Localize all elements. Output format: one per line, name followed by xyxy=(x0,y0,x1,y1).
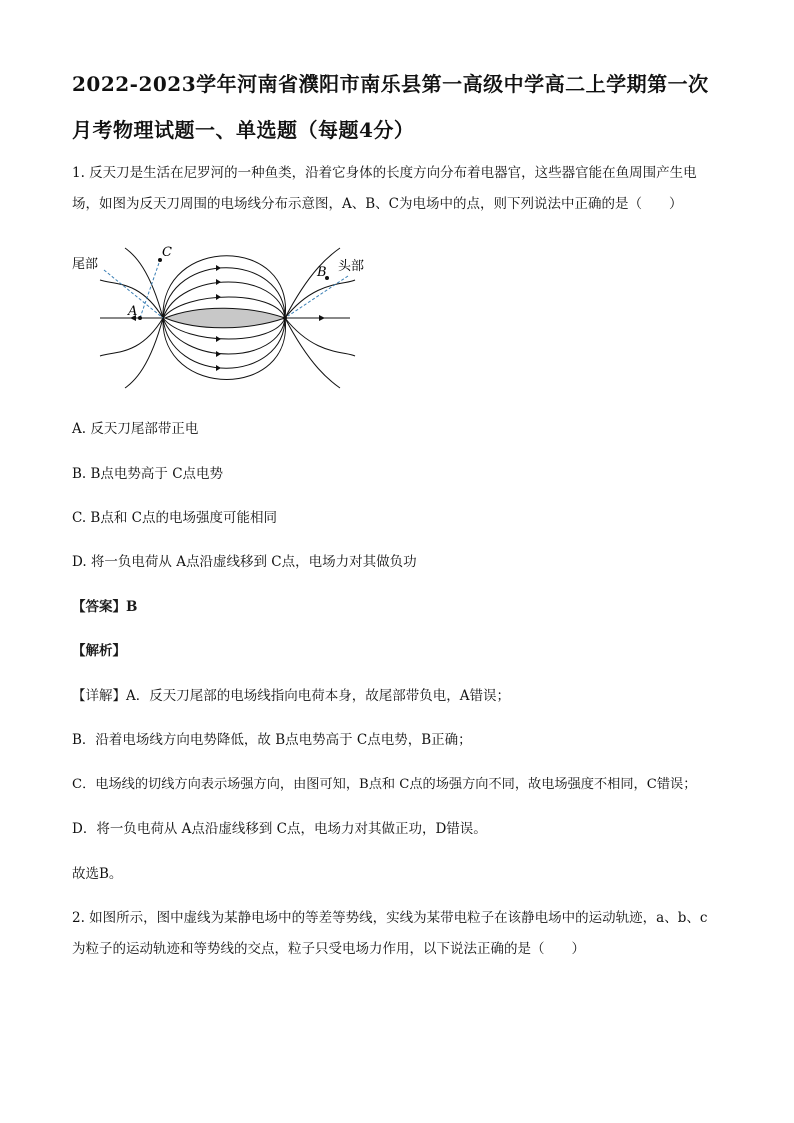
q1-option-d: D. 将一负电荷从 A点沿虚线移到 C点，电场力对其做负功 xyxy=(72,554,417,570)
q1-analysis-heading: 【解析】 xyxy=(72,643,126,659)
point-c-label: C xyxy=(162,245,172,260)
q1-detail-a: 【详解】A．反天刀尾部的电场线指向电荷本身，故尾部带负电，A错误； xyxy=(72,688,510,704)
q1-detail-b: B．沿着电场线方向电势降低，故 B点电势高于 C点电势，B正确； xyxy=(72,732,472,748)
q1-option-a: A. 反天刀尾部带正电 xyxy=(72,421,199,437)
q1-conclusion: 故选B。 xyxy=(72,866,123,882)
electric-field-figure xyxy=(70,240,365,390)
q1-option-b: B. B点电势高于 C点电势 xyxy=(72,466,224,482)
q1-detail-d: D．将一负电荷从 A点沿虚线移到 C点，电场力对其做正功，D错误。 xyxy=(72,821,487,837)
q1-option-c: C. B点和 C点的电场强度可能相同 xyxy=(72,510,277,526)
q2-stem-line1: 2. 如图所示，图中虚线为某静电场中的等差等势线，实线为某带电粒子在该静电场中的运动轨迹，a、b、c xyxy=(72,910,708,926)
head-charge-point xyxy=(283,316,287,320)
tail-label: 尾部 xyxy=(72,257,99,272)
point-b-label: B xyxy=(317,265,327,280)
q1-stem-line1: 1. 反天刀是生活在尼罗河的一种鱼类，沿着它身体的长度方向分布着电器官，这些器官能在鱼周围产生电 xyxy=(72,165,697,181)
document-title-line1: 2022-2023学年河南省濮阳市南乐县第一高级中学高二上学期第一次 xyxy=(72,72,709,96)
q1-detail-c: C．电场线的切线方向表示场强方向，由图可知，B点和 C点的场强方向不同，故电场强度不相同，C错误； xyxy=(72,777,697,792)
document-title-line2: 月考物理试题一、单选题（每题4分） xyxy=(72,118,415,142)
q1-stem-line2: 场，如图为反天刀周围的电场线分布示意图，A、B、C为电场中的点，则下列说法中正确的是（ ） xyxy=(72,196,683,212)
point-a-label: A xyxy=(128,304,138,319)
q1-answer: 【答案】B xyxy=(72,599,138,615)
head-label: 头部 xyxy=(338,259,365,274)
fish-body-icon xyxy=(165,308,285,328)
q2-stem-line2: 为粒子的运动轨迹和等势线的交点，粒子只受电场力作用，以下说法正确的是（ ） xyxy=(72,941,585,957)
